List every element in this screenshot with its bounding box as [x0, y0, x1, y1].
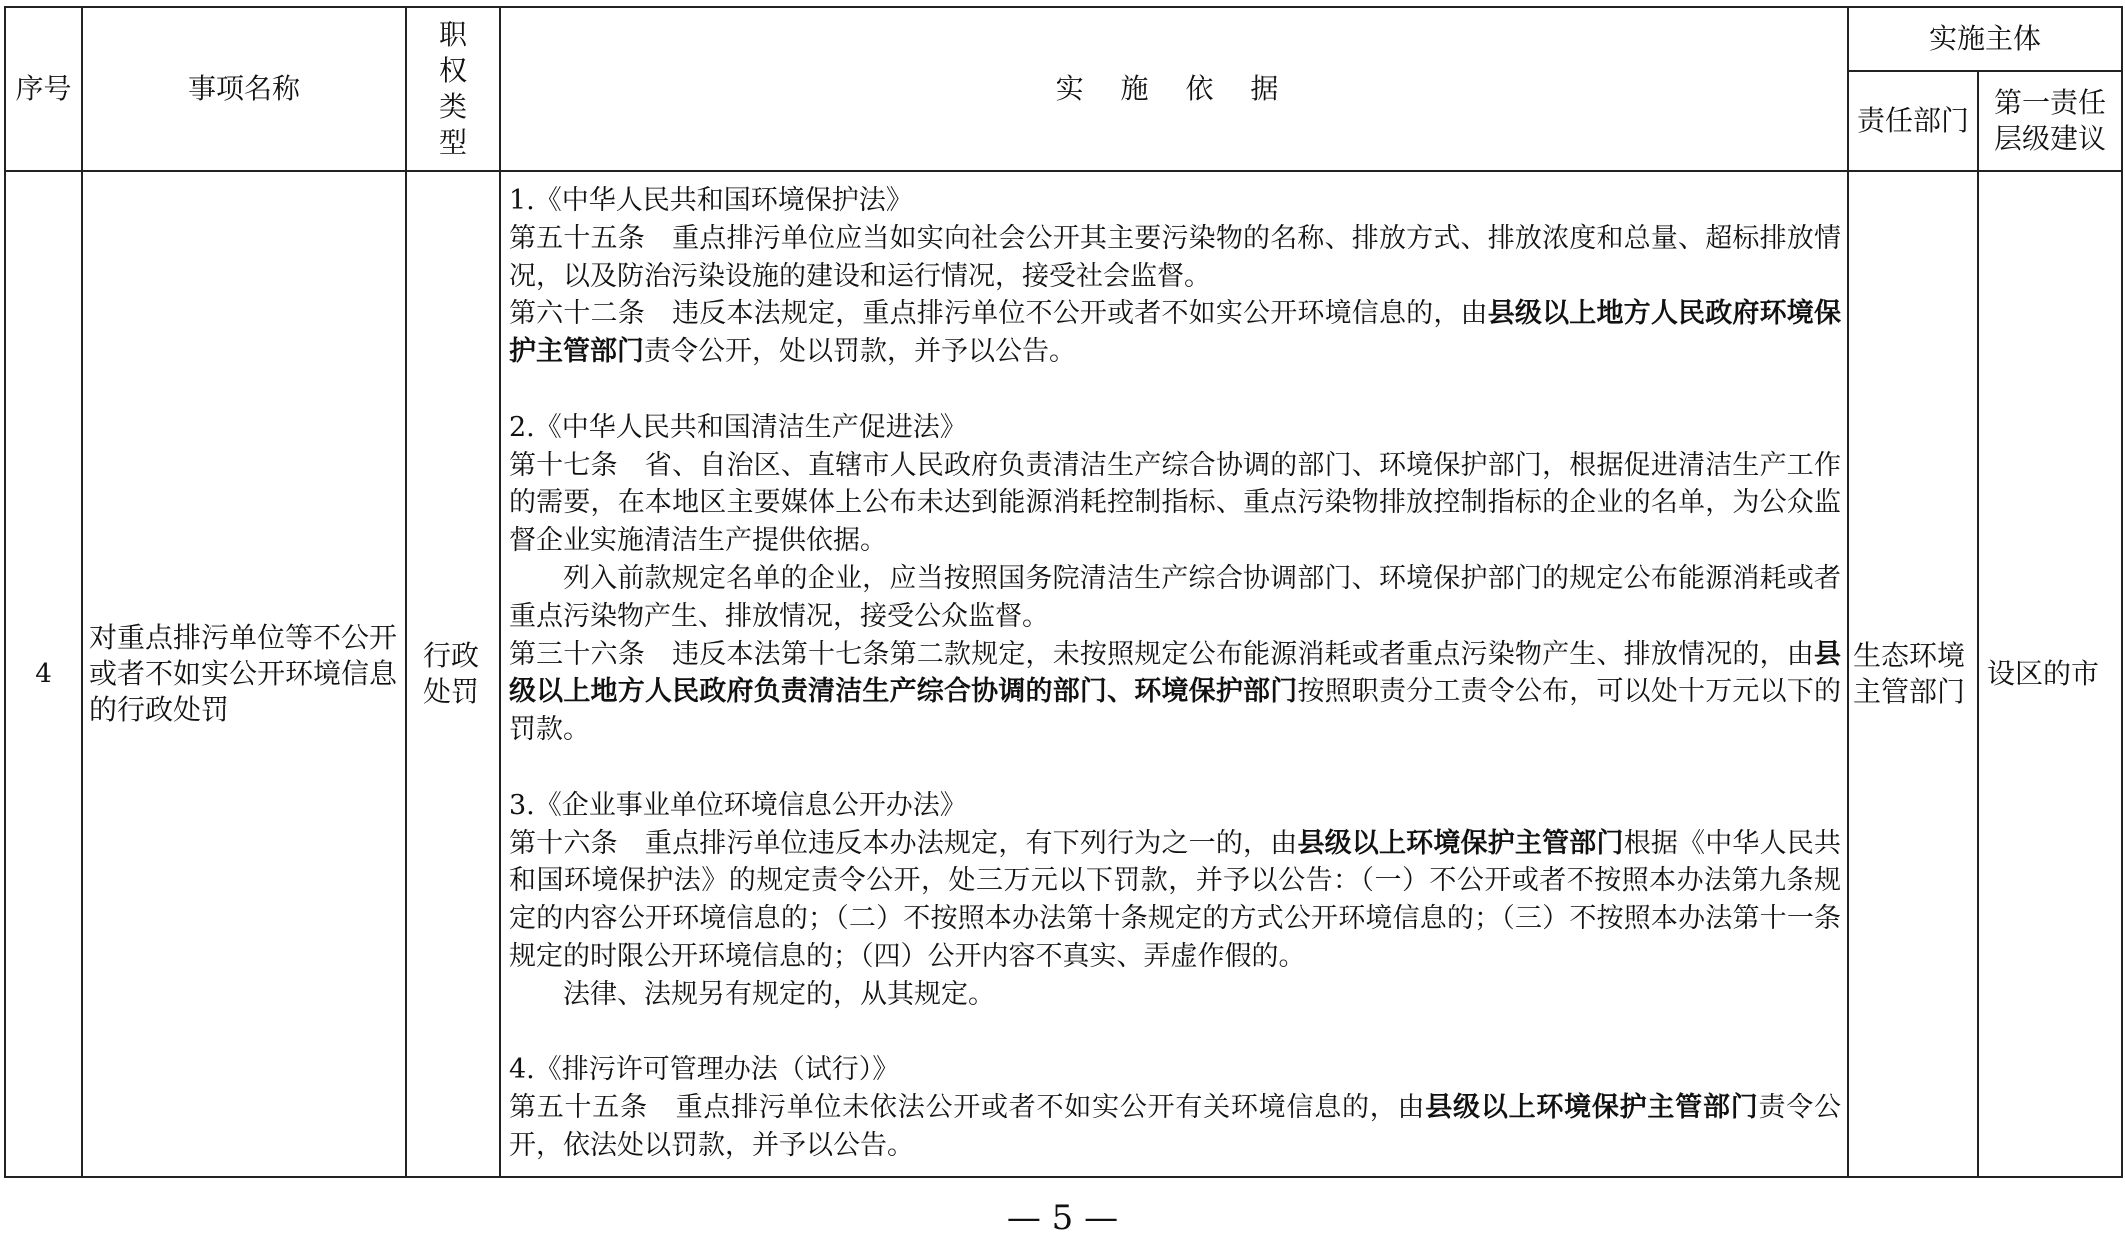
- row-no: 4: [5, 171, 82, 1177]
- law3-title: 3.《企业事业单位环境信息公开办法》: [509, 789, 967, 821]
- enforcement-table: [4, 6, 2123, 1178]
- law3-article16-para2: 法律、法规另有规定的，从其规定。: [563, 978, 995, 1010]
- page-number: — 5 —: [1006, 1198, 1119, 1238]
- row-level: 设区的市: [1978, 171, 2122, 1177]
- header-no: 序号: [5, 7, 82, 171]
- law1-title: 1.《中华人民共和国环境保护法》: [509, 185, 913, 216]
- header-basis: 实 施 依 据: [500, 7, 1848, 171]
- header-dept: 责任部门: [1848, 71, 1978, 171]
- law2-title: 2.《中华人民共和国清洁生产促进法》: [509, 411, 967, 443]
- law2-article36: 第三十六条 违反本法第十七条第二款规定，未按照规定公布能源消耗或者重点污染物产生、排放情况的，由县级以上地方人民政府负责清洁生产综合协调的部门、环境保护部门按照职责分工责令公布，可以处十万元以下的罚款。: [509, 638, 1841, 746]
- responsible-authority: 县级以上环境保护主管部门: [1297, 827, 1624, 859]
- law4-title: 4.《排污许可管理办法（试行）》: [509, 1054, 900, 1086]
- law2-article17-para2: 列入前款规定名单的企业，应当按照国务院清洁生产综合协调部门、环境保护部门的规定公布能源消耗或者重点污染物产生、排放情况，接受公众监督。: [509, 562, 1841, 632]
- row-name: 对重点排污单位等不公开或者不如实公开环境信息的行政处罚: [82, 171, 406, 1177]
- header-subject: 实施主体: [1848, 7, 2122, 71]
- law1-article62: 第六十二条 违反本法规定，重点排污单位不公开或者不如实公开环境信息的，由县级以上地方人民政府环境保护主管部门责令公开，处以罚款，并予以公告。: [509, 298, 1841, 368]
- header-level: 第一责任层级建议: [1978, 71, 2122, 171]
- header-type: 职权类型: [406, 7, 500, 171]
- row-dept: 生态环境主管部门: [1848, 171, 1978, 1177]
- law2-article17: 第十七条 省、自治区、直辖市人民政府负责清洁生产综合协调的部门、环境保护部门，根据促进清洁生产工作的需要，在本地区主要媒体上公布未达到能源消耗控制指标、重点污染物排放控制指标的企业的名单，为公众监督企业实施清洁生产提供依据。: [509, 449, 1841, 557]
- responsible-authority: 县级以上地方人民政府负责清洁生产综合协调的部门、环境保护部门: [509, 638, 1841, 708]
- law4-article55: 第五十五条 重点排污单位未依法公开或者不如实公开有关环境信息的，由县级以上环境保护主管部门责令公开，依法处以罚款，并予以公告。: [509, 1092, 1842, 1161]
- row-type: 行政处罚: [406, 171, 500, 1177]
- row-basis: [500, 171, 1848, 1177]
- law1-article55: 第五十五条 重点排污单位应当如实向社会公开其主要污染物的名称、排放方式、排放浓度和总量、超标排放情况，以及防治污染设施的建设和运行情况，接受社会监督。: [509, 222, 1841, 292]
- header-name: 事项名称: [82, 7, 406, 171]
- responsible-authority: 县级以上地方人民政府环境保护主管部门: [509, 298, 1841, 368]
- responsible-authority: 县级以上环境保护主管部门: [1425, 1092, 1759, 1124]
- law3-article16: 第十六条 重点排污单位违反本办法规定，有下列行为之一的，由县级以上环境保护主管部门根据《中华人民共和国环境保护法》的规定责令公开，处三万元以下罚款，并予以公告：（一）不公开或者不按照本办法第九条规定的内容公开环境信息的；（二）不按照本办法第十条规定的方式公开环境信息的；（三）不按照本办法第十一条规定的时限公开环境信息的；（四）公开内容不真实、弄虚作假的。: [509, 827, 1841, 972]
